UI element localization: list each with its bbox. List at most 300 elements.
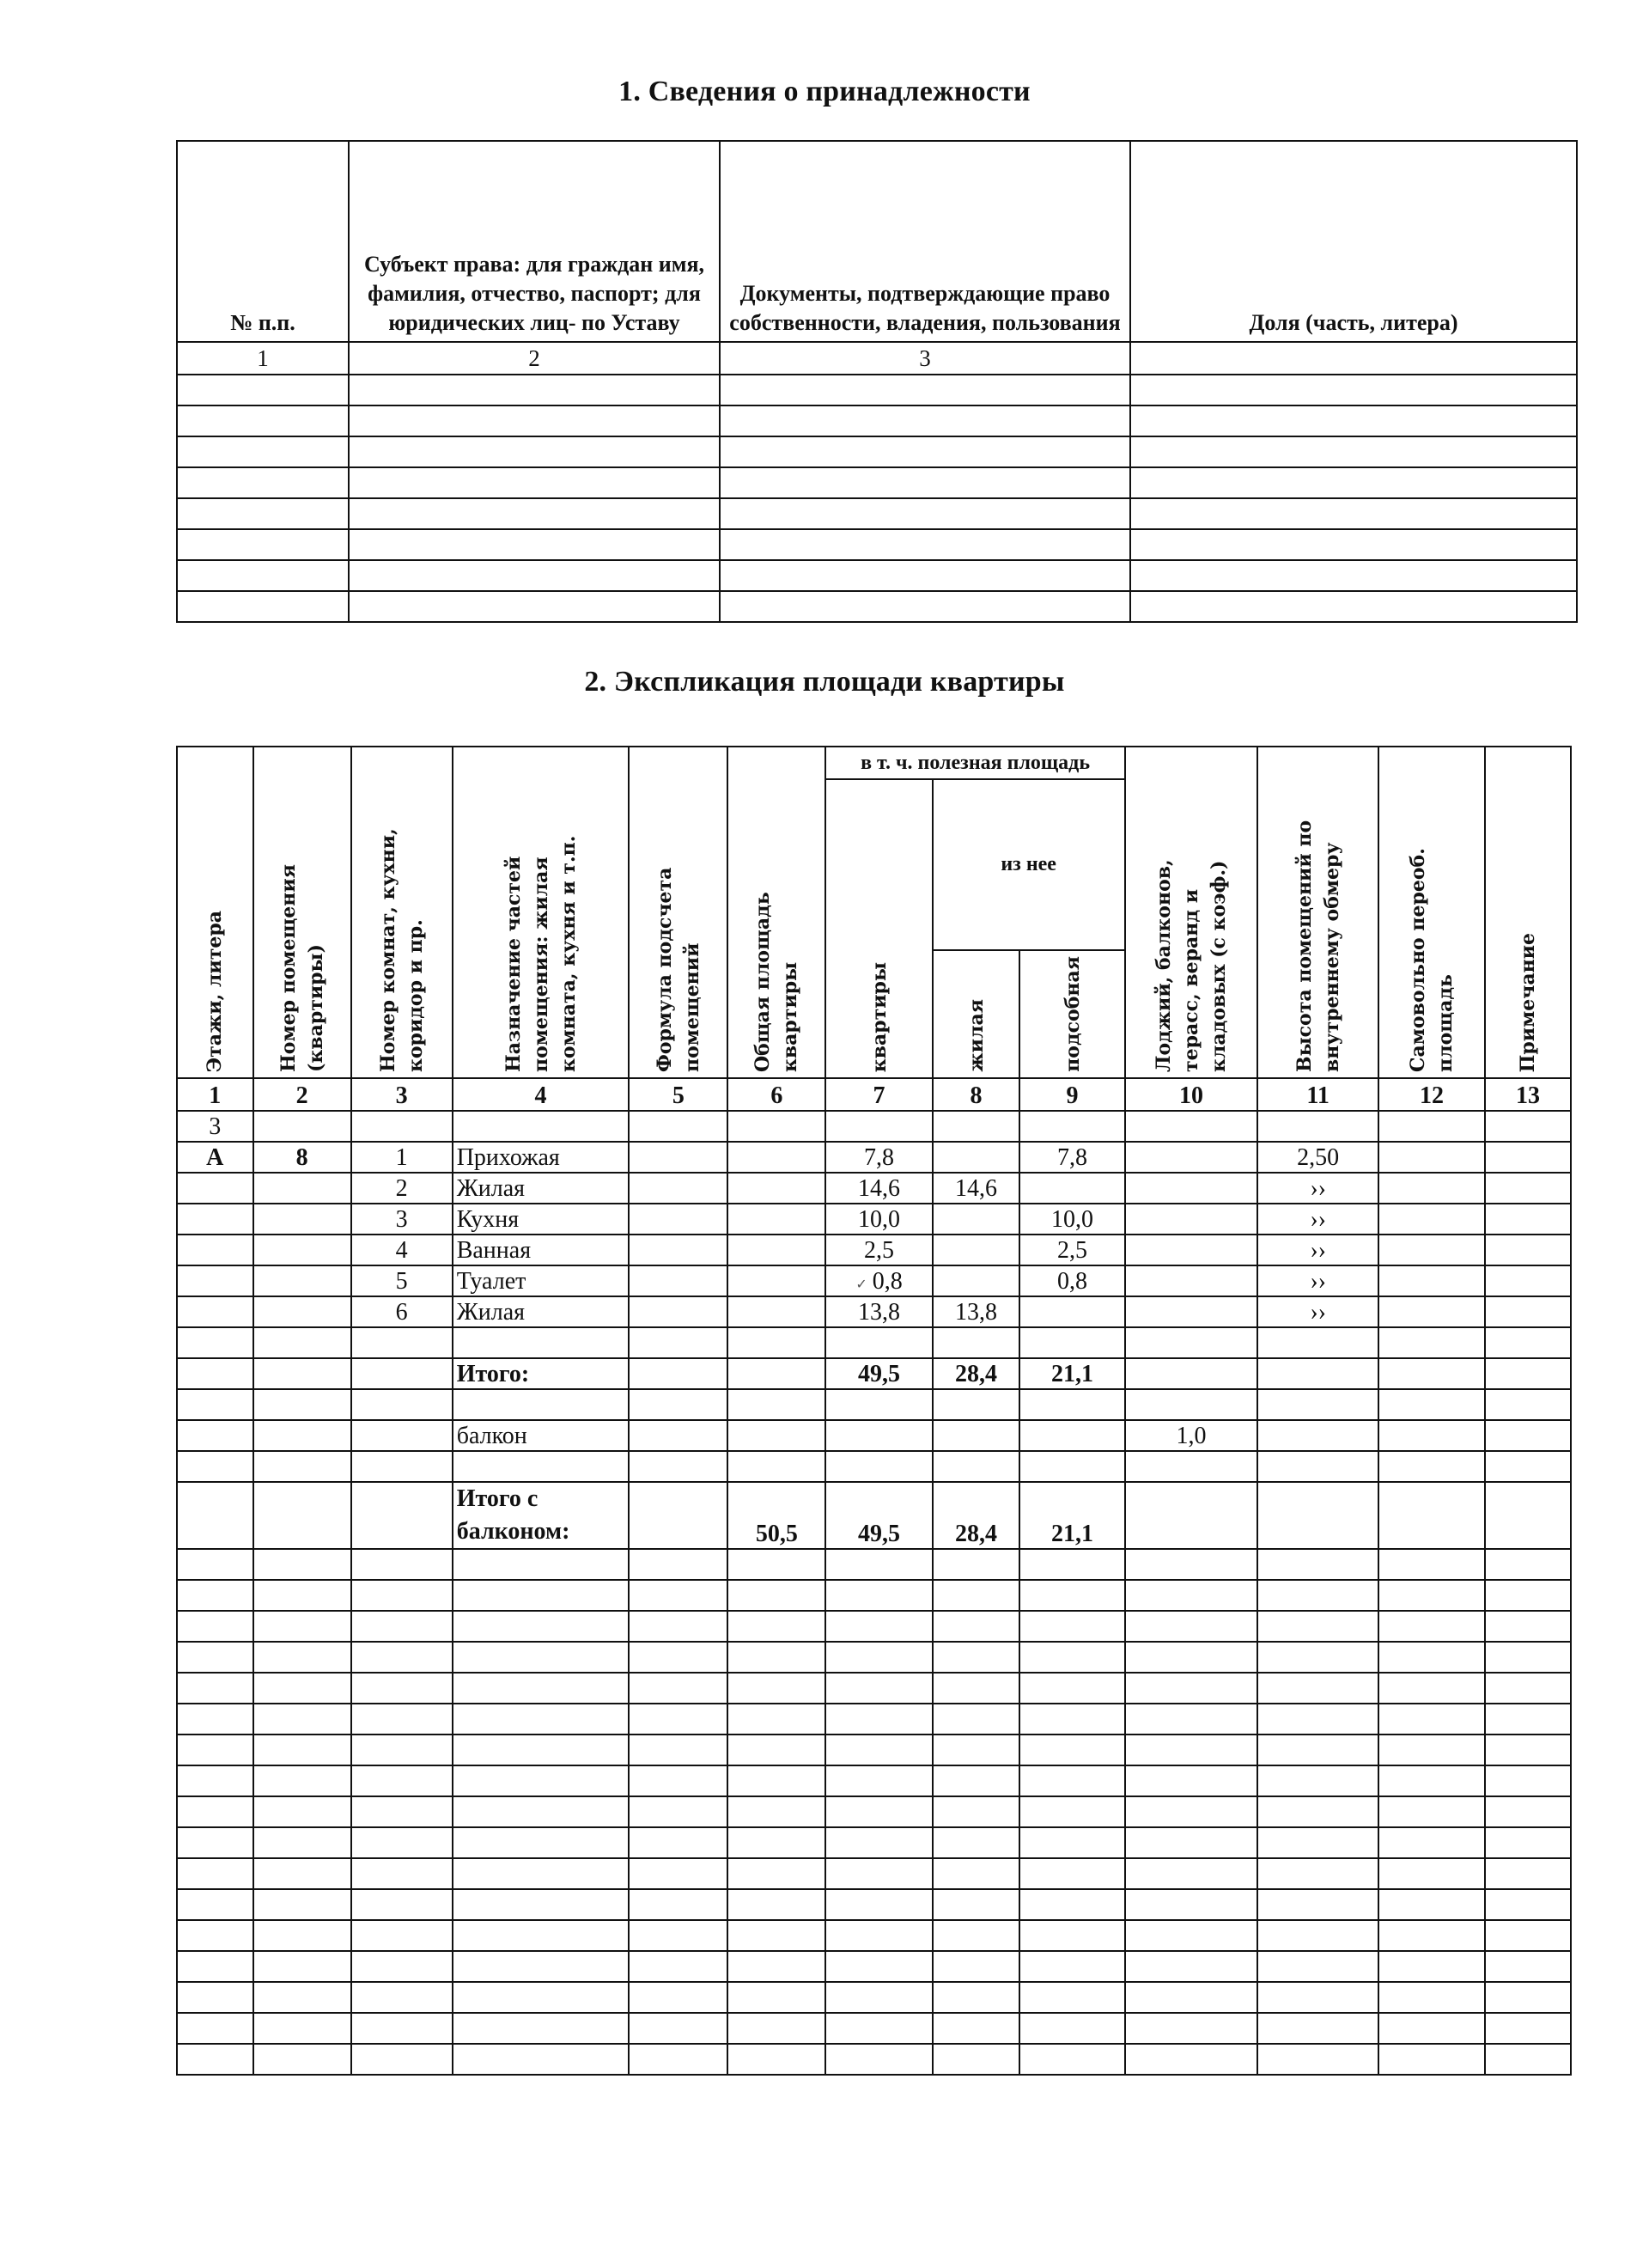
empty-cell [1130, 405, 1577, 436]
empty-cell [1257, 1642, 1378, 1673]
empty-cell [1378, 2044, 1485, 2075]
empty-cell [1257, 1580, 1378, 1611]
empty-cell [349, 467, 720, 498]
cell-balcony [1125, 1204, 1258, 1235]
cell-self [1378, 1142, 1485, 1173]
check-mark-icon: ✓ [855, 1277, 867, 1292]
empty-cell [933, 1951, 1020, 1982]
col-header-room-number: Номер комнат, кухни, коридор и пр. [351, 747, 453, 1078]
explication-empty-row [177, 1827, 1571, 1858]
cell-living [933, 1265, 1020, 1296]
empty-cell [1019, 1858, 1124, 1889]
empty-cell [629, 1765, 727, 1796]
explication-empty-row [177, 1920, 1571, 1951]
empty-cell [933, 1765, 1020, 1796]
empty-cell [629, 1642, 727, 1673]
empty-cell [1019, 1827, 1124, 1858]
explication-empty-row [177, 2013, 1571, 2044]
empty-cell [825, 2013, 932, 2044]
cell-living [933, 1235, 1020, 1265]
empty-cell [1378, 1920, 1485, 1951]
empty-cell [253, 1642, 351, 1673]
empty-cell [1130, 375, 1577, 405]
spacer-row [177, 1389, 1571, 1420]
col-header-balconies: Лоджий, балконов, терасс, веранд и кладовых (с коэф.) [1125, 747, 1258, 1078]
empty-cell [351, 1982, 453, 2013]
explication-header-row [177, 747, 1571, 779]
empty-cell [253, 1982, 351, 2013]
empty-cell [727, 1580, 825, 1611]
empty-cell [933, 1858, 1020, 1889]
col-number: 3 [351, 1078, 453, 1111]
empty-cell [453, 2044, 630, 2075]
empty-cell [1485, 1951, 1571, 1982]
empty-cell [177, 1827, 253, 1858]
empty-cell [1257, 1673, 1378, 1704]
explication-empty-row [177, 2044, 1571, 2075]
empty-cell [933, 1889, 1020, 1920]
empty-cell [1019, 1642, 1124, 1673]
empty-cell [1378, 2013, 1485, 2044]
cell-note [1485, 1142, 1571, 1173]
empty-cell [1019, 2044, 1124, 2075]
cell-purpose: Жилая [453, 1173, 630, 1204]
empty-cell [1485, 1827, 1571, 1858]
empty-cell [1378, 1951, 1485, 1982]
cell-self [1378, 1235, 1485, 1265]
empty-cell [351, 1951, 453, 1982]
balcony-row [177, 1420, 1571, 1451]
empty-cell [1125, 1951, 1258, 1982]
cell-height: ›› [1257, 1173, 1378, 1204]
empty-cell [177, 2044, 253, 2075]
total-living: 28,4 [933, 1358, 1020, 1389]
col-header-total-area: Общая площадь квартиры [727, 747, 825, 1078]
cell-height: 2,50 [1257, 1142, 1378, 1173]
cell-note [1485, 1204, 1571, 1235]
cell-total [727, 1265, 825, 1296]
empty-cell [720, 436, 1130, 467]
cell-formula [629, 1265, 727, 1296]
empty-cell [351, 2044, 453, 2075]
empty-cell [629, 1673, 727, 1704]
cell-formula [629, 1142, 727, 1173]
col-number: 5 [629, 1078, 727, 1111]
empty-cell [720, 498, 1130, 529]
ownership-table [176, 140, 1578, 623]
empty-cell [825, 1796, 932, 1827]
ownership-empty-row [177, 529, 1577, 560]
empty-cell [351, 1673, 453, 1704]
ownership-empty-row [177, 560, 1577, 591]
empty-cell [1485, 1982, 1571, 2013]
empty-cell [727, 2044, 825, 2075]
empty-cell [727, 1611, 825, 1642]
cell-self [1378, 1265, 1485, 1296]
empty-cell [1485, 1549, 1571, 1580]
empty-cell [933, 1735, 1020, 1765]
col-number: 1 [177, 1078, 253, 1111]
balcony-area: 1,0 [1125, 1420, 1258, 1451]
col-number: 4 [453, 1078, 630, 1111]
empty-cell [1257, 2013, 1378, 2044]
empty-cell [453, 1704, 630, 1735]
empty-cell [1125, 1549, 1258, 1580]
empty-cell [629, 1796, 727, 1827]
empty-cell [1378, 1827, 1485, 1858]
empty-cell [349, 560, 720, 591]
empty-cell [1378, 1735, 1485, 1765]
room-row [177, 1265, 1571, 1296]
empty-cell [351, 1704, 453, 1735]
empty-cell [825, 1982, 932, 2013]
explication-empty-row [177, 1796, 1571, 1827]
col-header-share: Доля (часть, литера) [1130, 141, 1577, 342]
explication-empty-row [177, 1611, 1571, 1642]
empty-cell [1257, 1611, 1378, 1642]
empty-cell [1257, 1704, 1378, 1735]
empty-cell [825, 1642, 932, 1673]
col-header-subject: Субъект права: для граждан имя, фамилия, отчество, паспорт; для юридических лиц- по Уставу [349, 141, 720, 342]
empty-cell [1019, 1549, 1124, 1580]
empty-cell [1130, 560, 1577, 591]
empty-cell [253, 2013, 351, 2044]
empty-cell [453, 2013, 630, 2044]
empty-cell [349, 405, 720, 436]
empty-cell [825, 1611, 932, 1642]
cell-aux: 10,0 [1019, 1204, 1124, 1235]
explication-empty-row [177, 1982, 1571, 2013]
empty-cell [933, 1796, 1020, 1827]
empty-cell [253, 1858, 351, 1889]
col-number: 2 [253, 1078, 351, 1111]
cell-purpose: Жилая [453, 1296, 630, 1327]
total-with-balcony-label: Итого с балконом: [453, 1482, 630, 1549]
col-header-floor: Этажи, литера [177, 747, 253, 1078]
col-header-height: Высота помещений по внутреннему обмеру [1257, 747, 1378, 1078]
cell-flat: 13,8 [825, 1296, 932, 1327]
empty-cell [1257, 1982, 1378, 2013]
cell-formula [629, 1296, 727, 1327]
empty-cell [720, 467, 1130, 498]
room-row [177, 1296, 1571, 1327]
empty-cell [727, 1704, 825, 1735]
cell-height: ›› [1257, 1296, 1378, 1327]
empty-cell [825, 1549, 932, 1580]
empty-cell [453, 1982, 630, 2013]
col-number: 11 [1257, 1078, 1378, 1111]
cell-height: ›› [1257, 1204, 1378, 1235]
explication-empty-row [177, 1858, 1571, 1889]
empty-cell [349, 529, 720, 560]
empty-cell [1485, 1920, 1571, 1951]
empty-cell [1125, 1982, 1258, 2013]
cell-total [727, 1173, 825, 1204]
explication-empty-row [177, 1673, 1571, 1704]
spacer-row [177, 1451, 1571, 1482]
col-header-number: № п.п. [177, 141, 349, 342]
empty-cell [253, 1765, 351, 1796]
empty-cell [453, 1889, 630, 1920]
empty-cell [1125, 1611, 1258, 1642]
total-flat: 49,5 [825, 1358, 932, 1389]
empty-cell [253, 1827, 351, 1858]
cell-self [1378, 1204, 1485, 1235]
section-2-title: 2. Экспликация площади квартиры [584, 666, 1065, 698]
floor-row [177, 1111, 1571, 1142]
col-header-formula: Формула подсчета помещений [629, 747, 727, 1078]
cell-apt [253, 1204, 351, 1235]
explication-table [176, 746, 1572, 2076]
empty-cell [933, 1704, 1020, 1735]
ownership-empty-row [177, 591, 1577, 622]
empty-cell [351, 1827, 453, 1858]
empty-cell [727, 1951, 825, 1982]
empty-cell [825, 1920, 932, 1951]
empty-cell [1378, 1673, 1485, 1704]
empty-cell [1125, 1796, 1258, 1827]
empty-cell [629, 2013, 727, 2044]
empty-cell [933, 1982, 1020, 2013]
cell-aux: 0,8 [1019, 1265, 1124, 1296]
empty-cell [1485, 2044, 1571, 2075]
empty-cell [1257, 1765, 1378, 1796]
empty-cell [351, 1735, 453, 1765]
cell-balcony [1125, 1235, 1258, 1265]
empty-cell [933, 2044, 1020, 2075]
cell-floor [177, 1173, 253, 1204]
empty-cell [1485, 1611, 1571, 1642]
cell-apt [253, 1296, 351, 1327]
empty-cell [351, 1796, 453, 1827]
empty-cell [1378, 1765, 1485, 1796]
empty-cell [1257, 1920, 1378, 1951]
total-with-balcony-flat: 49,5 [825, 1482, 932, 1549]
col-number: 3 [720, 342, 1130, 375]
empty-cell [1125, 2013, 1258, 2044]
empty-cell [177, 1765, 253, 1796]
cell-self [1378, 1296, 1485, 1327]
cell-purpose: Ванная [453, 1235, 630, 1265]
col-header-flat: квартиры [825, 779, 932, 1078]
room-row [177, 1142, 1571, 1173]
empty-cell [825, 1827, 932, 1858]
cell-room: 4 [351, 1235, 453, 1265]
cell-apt [253, 1173, 351, 1204]
empty-cell [1019, 1889, 1124, 1920]
empty-cell [1130, 529, 1577, 560]
empty-cell [253, 1796, 351, 1827]
empty-cell [1019, 1982, 1124, 2013]
explication-empty-row [177, 1704, 1571, 1735]
cell-room: 6 [351, 1296, 453, 1327]
cell-total [727, 1204, 825, 1235]
empty-cell [1257, 1735, 1378, 1765]
empty-cell [1257, 2044, 1378, 2075]
total-with-balcony-living: 28,4 [933, 1482, 1020, 1549]
empty-cell [720, 405, 1130, 436]
empty-cell [825, 2044, 932, 2075]
cell-apt: 8 [253, 1142, 351, 1173]
empty-cell [825, 1858, 932, 1889]
empty-cell [1125, 1889, 1258, 1920]
empty-cell [1378, 1549, 1485, 1580]
empty-cell [1257, 1827, 1378, 1858]
empty-cell [1257, 1549, 1378, 1580]
empty-cell [629, 1951, 727, 1982]
empty-cell [1125, 1642, 1258, 1673]
empty-cell [727, 1549, 825, 1580]
empty-cell [1130, 436, 1577, 467]
empty-cell [629, 1580, 727, 1611]
room-row [177, 1235, 1571, 1265]
empty-cell [720, 560, 1130, 591]
empty-cell [1485, 1858, 1571, 1889]
empty-cell [1019, 1920, 1124, 1951]
empty-cell [253, 1889, 351, 1920]
col-number: 9 [1019, 1078, 1124, 1111]
empty-cell [1019, 1951, 1124, 1982]
empty-cell [933, 2013, 1020, 2044]
cell-floor [177, 1296, 253, 1327]
total-label: Итого: [453, 1358, 630, 1389]
col-number: 6 [727, 1078, 825, 1111]
empty-cell [253, 1735, 351, 1765]
empty-cell [1485, 1704, 1571, 1735]
empty-cell [453, 1951, 630, 1982]
col-header-documents: Документы, подтверждающие право собственности, владения, пользования [720, 141, 1130, 342]
col-header-note: Примечание [1485, 747, 1571, 1078]
cell-living: 14,6 [933, 1173, 1020, 1204]
cell-balcony [1125, 1296, 1258, 1327]
cell-room: 3 [351, 1204, 453, 1235]
floor-cell: 3 [177, 1111, 253, 1142]
cell-room: 5 [351, 1265, 453, 1296]
cell-note [1485, 1173, 1571, 1204]
empty-cell [1485, 1673, 1571, 1704]
empty-cell [1130, 591, 1577, 622]
explication-column-numbers [177, 1078, 1571, 1111]
cell-flat [825, 1265, 932, 1296]
empty-cell [351, 1858, 453, 1889]
empty-cell [1378, 1611, 1485, 1642]
empty-cell [177, 1704, 253, 1735]
cell-living [933, 1142, 1020, 1173]
empty-cell [825, 1735, 932, 1765]
empty-cell [720, 375, 1130, 405]
cell-flat: 7,8 [825, 1142, 932, 1173]
empty-cell [177, 1858, 253, 1889]
col-header-apartment-number: Номер помещения (квартиры) [253, 747, 351, 1078]
empty-cell [727, 1889, 825, 1920]
empty-cell [453, 1549, 630, 1580]
empty-cell [253, 1673, 351, 1704]
empty-cell [727, 1642, 825, 1673]
empty-cell [1019, 1735, 1124, 1765]
cell-flat: 14,6 [825, 1173, 932, 1204]
empty-cell [1378, 1580, 1485, 1611]
empty-cell [1019, 1765, 1124, 1796]
col-header-auxiliary: подсобная [1019, 950, 1124, 1078]
empty-cell [1485, 1735, 1571, 1765]
explication-empty-row [177, 1951, 1571, 1982]
empty-cell [1257, 1796, 1378, 1827]
empty-cell [253, 1611, 351, 1642]
empty-cell [727, 1920, 825, 1951]
cell-total [727, 1296, 825, 1327]
empty-cell [1485, 1765, 1571, 1796]
empty-cell [1125, 1858, 1258, 1889]
empty-cell [933, 1549, 1020, 1580]
balcony-label: балкон [453, 1420, 630, 1451]
cell-apt [253, 1265, 351, 1296]
empty-cell [453, 1673, 630, 1704]
empty-cell [825, 1951, 932, 1982]
empty-cell [351, 1920, 453, 1951]
col-group-of-it: из нее [933, 779, 1125, 950]
empty-cell [727, 2013, 825, 2044]
empty-cell [351, 1549, 453, 1580]
empty-cell [933, 1920, 1020, 1951]
empty-cell [453, 1611, 630, 1642]
empty-cell [349, 591, 720, 622]
empty-cell [1485, 2013, 1571, 2044]
explication-empty-row [177, 1549, 1571, 1580]
empty-cell [177, 591, 349, 622]
empty-cell [453, 1920, 630, 1951]
cell-total [727, 1235, 825, 1265]
empty-cell [349, 436, 720, 467]
empty-cell [629, 1827, 727, 1858]
empty-cell [1378, 1982, 1485, 2013]
explication-empty-row [177, 1580, 1571, 1611]
empty-cell [1019, 1580, 1124, 1611]
cell-balcony [1125, 1142, 1258, 1173]
cell-note [1485, 1296, 1571, 1327]
col-number: 12 [1378, 1078, 1485, 1111]
total-with-balcony-row [177, 1482, 1571, 1549]
col-number: 10 [1125, 1078, 1258, 1111]
empty-cell [727, 1673, 825, 1704]
col-number: 13 [1485, 1078, 1571, 1111]
empty-cell [453, 1642, 630, 1673]
empty-cell [177, 560, 349, 591]
empty-cell [720, 529, 1130, 560]
empty-cell [177, 436, 349, 467]
empty-cell [1125, 1580, 1258, 1611]
empty-cell [1485, 1580, 1571, 1611]
empty-cell [629, 1735, 727, 1765]
total-aux: 21,1 [1019, 1358, 1124, 1389]
empty-cell [453, 1580, 630, 1611]
empty-cell [177, 1673, 253, 1704]
empty-cell [177, 1611, 253, 1642]
empty-cell [1019, 1796, 1124, 1827]
cell-aux [1019, 1173, 1124, 1204]
empty-cell [177, 1735, 253, 1765]
empty-cell [1125, 1673, 1258, 1704]
empty-cell [177, 1982, 253, 2013]
cell-balcony [1125, 1265, 1258, 1296]
empty-cell [1257, 1889, 1378, 1920]
room-row [177, 1204, 1571, 1235]
cell-formula [629, 1173, 727, 1204]
ownership-column-numbers [177, 342, 1577, 375]
explication-empty-row [177, 1765, 1571, 1796]
empty-cell [1378, 1704, 1485, 1735]
cell-floor [177, 1204, 253, 1235]
empty-cell [453, 1765, 630, 1796]
